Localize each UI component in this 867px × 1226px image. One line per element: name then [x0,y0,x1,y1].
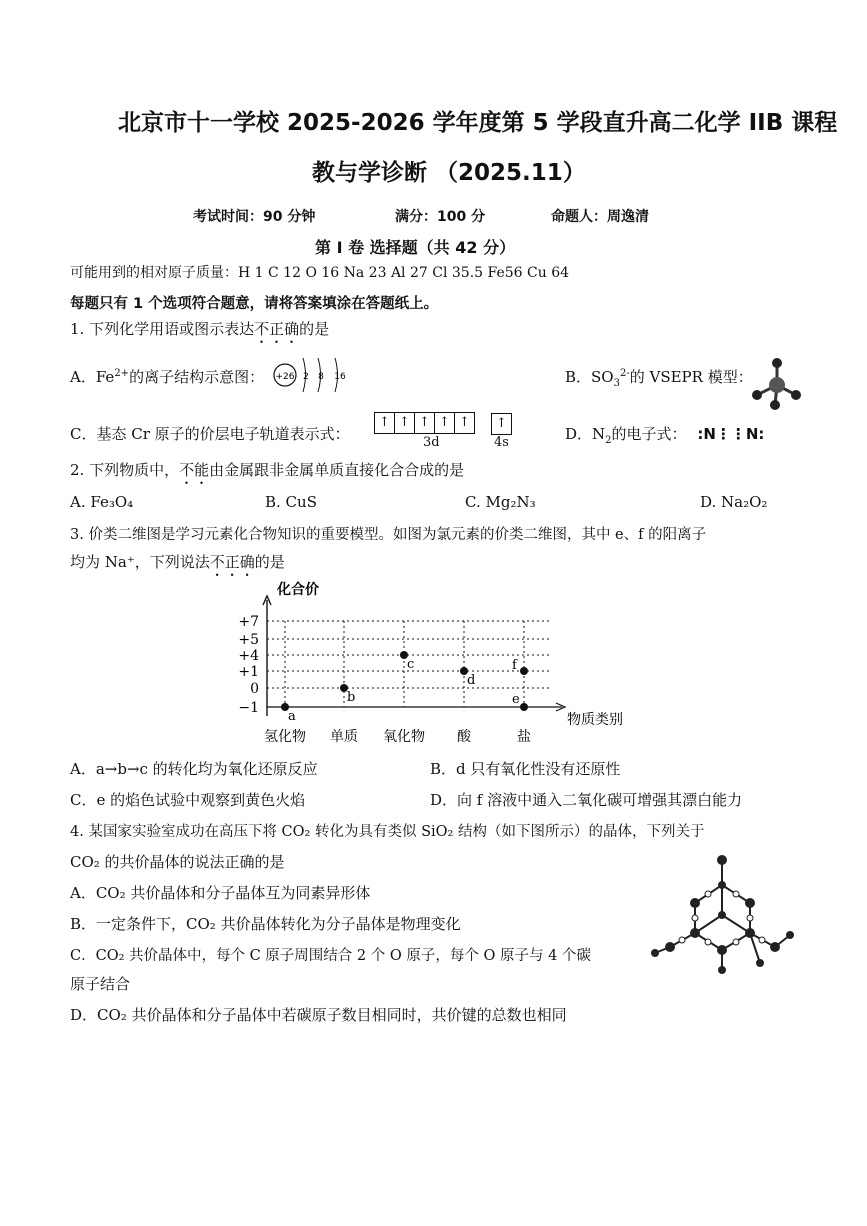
q4-option-a: A．CO₂ 共价晶体和分子晶体互为同素异形体 [70,884,371,902]
co2-covalent-crystal-structure-icon [650,855,800,975]
chart-y-tick-label: +5 [238,632,259,648]
n2-electron-formula: :N⋮⋮N: [697,425,765,443]
orbital-3d-5: ↑ [454,412,475,434]
q4-option-b: B．一定条件下，CO₂ 共价晶体转化为分子晶体是物理变化 [70,915,461,933]
chart-category-label: 单质 [330,729,358,745]
chart-point-e [520,703,528,711]
shell-2-count: 8 [318,372,324,382]
chart-category-label: 氧化物 [383,729,425,745]
q1-option-d: D．$N_2$的电子式： :N⋮⋮N: [565,425,765,446]
q4-stem-line-2: CO₂ 的共价晶体的说法正确的是 [70,853,285,871]
q4-stem-line-1: 4. 某国家实验室成功在高压下将 CO₂ 转化为具有类似 SiO₂ 结构（如下图所示）的晶体，下列关于 [70,824,705,840]
chart-point-label-c: c [407,657,415,672]
chlorine-valence-class-chart [222,578,642,750]
q2-option-d: D. Na₂O₂ [700,493,768,511]
orbital-3d-3: ↑ [414,412,435,434]
q1-option-a: A．$Fe^{2+}$的离子结构示意图： [70,368,265,386]
q3-stem-line-2: 均为 Na⁺，下列说法不正确的是 [70,553,285,571]
orbital-3d-1: ↑ [374,412,395,434]
label-3d: 3d [423,435,440,450]
chart-point-label-e: e [512,692,520,707]
orbital-3d-4: ↑ [434,412,455,434]
q2-option-a: A. Fe₃O₄ [70,493,134,511]
q3-option-d: D．向 f 溶液中通入二氧化碳可增强其漂白能力 [430,791,743,809]
chart-y-tick-label: 0 [250,681,259,697]
so3-vsepr-model-icon [748,355,806,411]
atomic-masses: 可能用到的相对原子质量：H 1 C 12 O 16 Na 23 Al 27 Cl 35.5 Fe56 Cu 64 [70,265,570,281]
full-score: 满分：100 分 [395,209,486,225]
exam-time: 考试时间：90 分钟 [193,209,316,225]
chart-y-tick-label: +1 [238,664,259,680]
orbital-diagram-4s [492,412,512,435]
q2-stem: 2. 下列物质中，不能由金属跟非金属单质直接化合合成的是 [70,461,465,479]
chart-category-label: 酸 [457,729,471,745]
chart-category-label: 氢化物 [264,729,306,745]
chart-category-label: 盐 [517,729,531,745]
chart-y-tick-label: +7 [238,614,259,630]
q1-option-c: C．基态 Cr 原子的价层电子轨道表示式： [70,425,350,443]
section-title: 第 I 卷 选择题（共 42 分） [315,238,516,257]
chart-ylabel: 化合价 [277,582,319,598]
shell-1-count: 2 [303,372,309,382]
title-line-1: 北京市十一学校 2025-2026 学年度第 5 学段直升高二化学 IIB 课程 [118,110,838,136]
chart-point-label-f: f [512,658,517,673]
chart-point-label-a: a [288,709,296,724]
q1-option-b: B．$SO_3^{2-}$的 VSEPR 模型： [565,368,753,389]
fe-ion-structure-diagram [272,352,362,398]
nucleus-label: +26 [275,372,295,382]
title-line-2: 教与学诊断 （2025.11） [312,160,586,186]
q3-stem-line-1: 3. 价类二维图是学习元素化合物知识的重要模型。如图为氯元素的价类二维图，其中 e、f 的阳离子 [70,527,707,543]
orbital-4s: ↑ [491,413,512,435]
q1-stem: 1. 下列化学用语或图示表达不正确的是 [70,320,330,338]
q2-option-b: B. CuS [265,493,317,511]
orbital-3d-2: ↑ [394,412,415,434]
chart-y-tick-label: +4 [238,648,259,664]
q3-option-b: B．d 只有氧化性没有还原性 [430,760,621,778]
q4-option-c-line-2: 原子结合 [70,975,131,993]
q2-option-c: C. Mg₂N₃ [465,493,536,511]
chart-y-tick-label: −1 [238,700,259,716]
q3-option-c: C．e 的焰色试验中观察到黄色火焰 [70,791,306,809]
chart-point-label-b: b [347,690,356,705]
q4-option-c-line-1: C．CO₂ 共价晶体中，每个 C 原子周围结合 2 个 O 原子，每个 O 原子与 4 个碳 [70,948,591,964]
orbital-diagram-3d [375,412,475,434]
instruction: 每题只有 1 个选项符合题意，请将答案填涂在答题纸上。 [70,296,439,312]
chart-point-label-d: d [467,673,476,688]
q3-option-a: A．a→b→c 的转化均为氧化还原反应 [70,760,318,778]
shell-3-count: 16 [334,372,346,382]
q4-option-d: D．CO₂ 共价晶体和分子晶体中若碳原子数目相同时，共价键的总数也相同 [70,1006,567,1024]
chart-point-f [520,667,528,675]
chart-xlabel: 物质类别 [567,712,623,728]
author: 命题人：周逸清 [551,209,649,225]
label-4s: 4s [494,435,509,450]
